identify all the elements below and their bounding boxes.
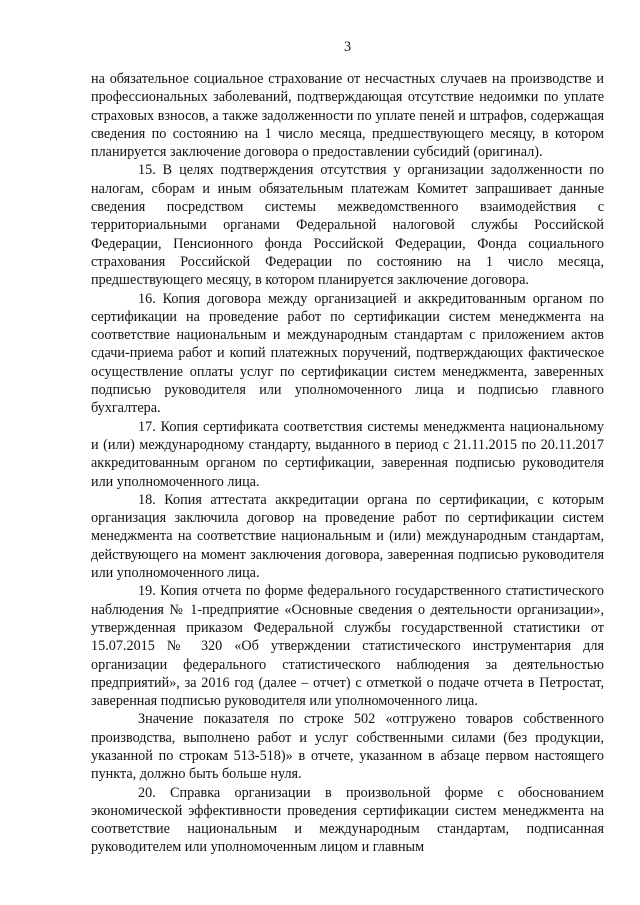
paragraph-item-15: 15. В целях подтверждения отсутствия у организации задолженности по налогам, сборам и иным обязательным платежам Комитет запрашивает данные сведения посредством системы межведомственного взаимодействия с территориальными органами Федеральной налоговой службы Российской Федерации, Пенсионного фонда Российской Федерации, Фонда социального страхования Российской Федерации по состоянию на 1 число месяца, предшествующего месяцу, в котором планируется заключение договора. [91, 162, 604, 289]
paragraph-item-18: 18. Копия аттестата аккредитации органа по сертификации, с которым организация заключила договор на проведение работ по сертификации систем менеджмента на соответствие национальным и (или) международным стандартам, действующего на момент заключения договора, заверенная подписью руководителя или уполномоченного лица. [91, 491, 604, 582]
paragraph-item-19-note: Значение показателя по строке 502 «отгружено товаров собственного производства, выполнено работ и услуг собственными силами (без продукции, указанной по строкам 513-518)» в отчете, указанном в абзаце первом настоящего пункта, должно быть больше нуля. [91, 711, 604, 783]
document-body [91, 70, 604, 857]
paragraph-item-16: 16. Копия договора между организацией и аккредитованным органом по сертификации на проведение работ по сертификации систем менеджмента на соответствие национальным и международным стандартам с приложением актов сдачи-приема работ и копий платежных поручений, подтверждающих фактическое осуществление оплаты услуг по сертификации систем менеджмента, заверенных подписью руководителя или уполномоченного лица и подписью главного бухгалтера. [91, 290, 604, 417]
paragraph-continuation: на обязательное социальное страхование от несчастных случаев на производстве и профессиональных заболеваний, подтверждающая отсутствие недоимки по уплате страховых взносов, а также задолженности по уплате пеней и штрафов, содержащая сведения по состоянию на 1 число месяца, предшествующего месяцу, в котором планируется заключение договора о предоставлении субсидий (оригинал). [91, 71, 604, 161]
paragraph-item-19: 19. Копия отчета по форме федерального государственного статистического наблюдения № 1-предприятие «Основные сведения о деятельности организации», утвержденная приказом Федеральной службы государственной статистики от 15.07.2015 № 320 «Об утверждении статистического инструментария для организации федерального статистического наблюдения за деятельностью предприятий», за 2016 год (далее – отчет) с отметкой о подаче отчета в Петростат, заверенная подписью руководителя или уполномоченного лица. [91, 583, 604, 710]
page-number: 3 [343, 39, 352, 55]
paragraph-item-20: 20. Справка организации в произвольной форме с обоснованием экономической эффективности проведения сертификации систем менеджмента на соответствие национальным и международным стандартам, подписанная руководителем или уполномоченным лицом и главным [91, 784, 604, 856]
paragraph-item-17: 17. Копия сертификата соответствия системы менеджмента национальному и (или) международному стандарту, выданного в период с 21.11.2015 по 20.11.2017 аккредитованным органом по сертификации, заверенная подписью руководителя или уполномоченного лица. [91, 418, 604, 490]
